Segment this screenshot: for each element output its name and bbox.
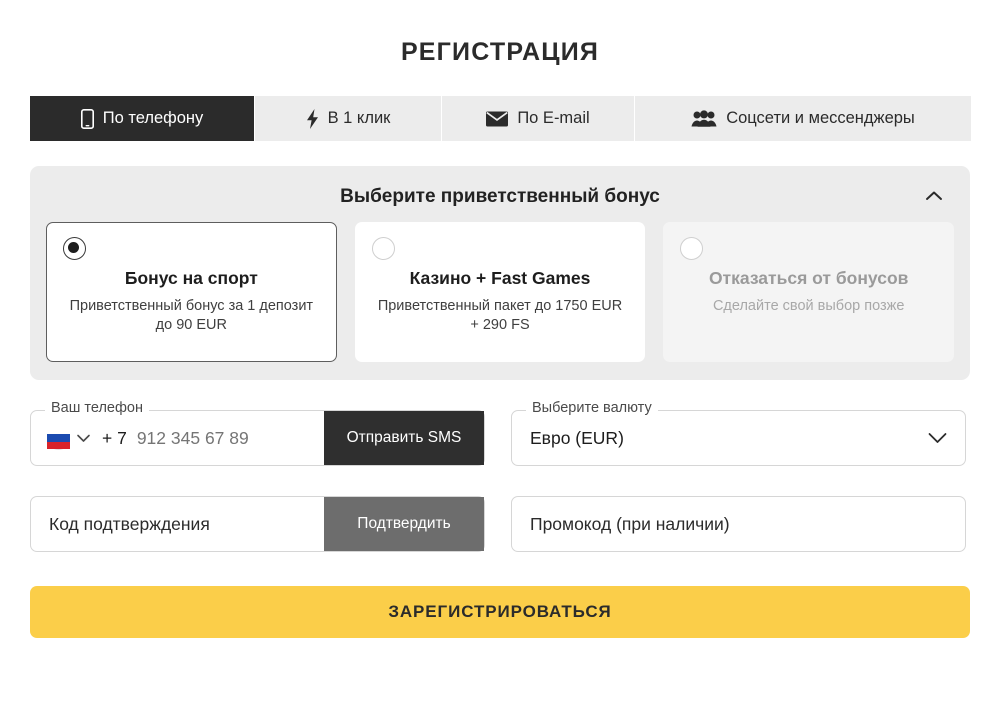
bonus-card-sport-desc: Приветственный бонус за 1 депозит до 90 EUR [69,297,314,334]
welcome-bonus-heading [46,182,954,222]
confirm-button[interactable]: Подтвердить [324,497,484,551]
welcome-bonus-heading-label: Выберите приветственный бонус [340,186,660,207]
tab-social-messengers-label: Соцсети и мессенджеры [726,109,915,127]
currency-select-legend: Выберите валюту [526,401,658,416]
tab-by-phone-label: По телефону [102,109,204,127]
register-button[interactable]: ЗАРЕГИСТРИРОВАТЬСЯ [30,586,970,638]
country-selector[interactable] [31,411,90,465]
chevron-up-icon[interactable] [922,184,946,208]
currency-column [511,400,966,466]
bonus-card-decline-title: Отказаться от бонусов [708,268,909,288]
send-sms-button[interactable]: Отправить SMS [324,411,484,465]
bonus-radio-casino[interactable] [372,237,395,260]
currency-select-value: Евро (EUR) [530,427,624,448]
phone-input[interactable] [127,411,324,465]
bonus-card-decline-desc: Сделайте свой выбор позже [712,297,905,314]
bonus-radio-sport[interactable] [63,237,86,260]
phone-field [30,400,485,466]
promo-field [511,496,966,552]
phone-field-legend: Ваш телефон [45,401,149,416]
form-row-2 [30,496,970,552]
promo-input[interactable] [512,497,965,551]
chevron-down-icon [928,432,947,444]
people-icon [691,110,717,127]
russia-flag-icon [47,427,70,450]
chevron-down-icon [77,434,90,443]
bonus-card-sport[interactable] [46,222,337,362]
confirm-code-input[interactable] [31,497,324,551]
bonus-card-decline[interactable] [663,222,954,362]
lightning-icon [306,109,319,129]
confirm-code-column [30,496,485,552]
registration-method-tabs [30,96,970,141]
currency-select[interactable] [511,400,966,466]
tab-by-email-label: По E-mail [517,109,590,127]
tab-by-phone[interactable] [30,96,255,141]
bonus-card-casino-title: Казино + Fast Games [409,268,591,288]
form-row-1 [30,400,970,466]
bonus-card-casino-desc: Приветственный пакет до 1750 EUR + 290 FS [377,297,623,334]
tab-one-click[interactable] [255,96,442,141]
promo-column [511,496,966,552]
registration-form [30,400,970,552]
bonus-card-list [46,222,954,362]
tab-one-click-label: В 1 клик [327,109,391,127]
tab-by-email[interactable] [442,96,635,141]
envelope-icon [486,111,508,127]
welcome-bonus-panel [30,166,970,380]
page-title: РЕГИСТРАЦИЯ [400,38,600,66]
bonus-radio-decline[interactable] [680,237,703,260]
tab-social-messengers[interactable] [635,96,971,141]
bonus-card-casino[interactable] [355,222,646,362]
phone-column [30,400,485,466]
dial-code: + 7 [102,427,127,448]
phone-icon [81,109,94,129]
confirm-code-field [30,496,485,552]
bonus-card-sport-title: Бонус на спорт [124,268,258,288]
